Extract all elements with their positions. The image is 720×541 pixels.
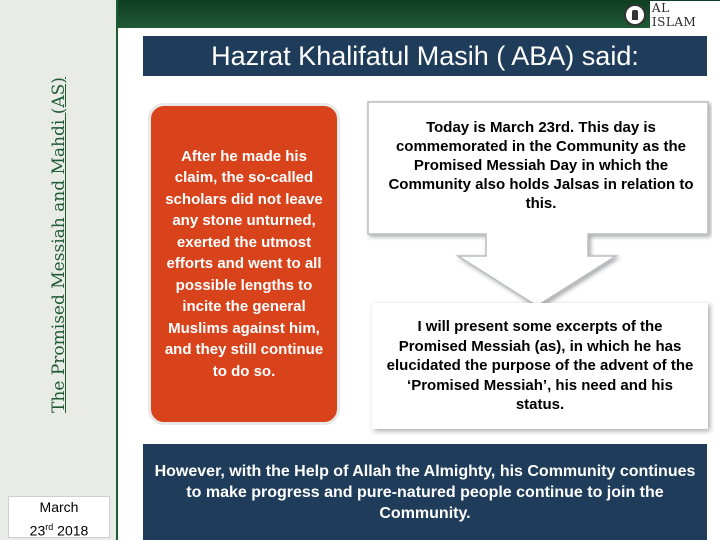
date-year: 2018: [57, 522, 89, 539]
quote-red-text: After he made his claim, the so-called scholars did not leave any stone unturned, exerted the utmost efforts and went to all possible lengths to incite the general Muslims against him, and they still continue to do so.: [164, 147, 324, 380]
excerpts-box: [372, 303, 708, 429]
logo-text: AL ISLAM: [650, 1, 720, 29]
quote-box-red: [148, 103, 340, 425]
sidebar-title: The Promised Messiah and Mahdi (AS): [49, 77, 69, 413]
sidebar: [0, 0, 118, 540]
date-suffix: rd: [45, 522, 54, 532]
page-title: Hazrat Khalifatul Masih ( ABA) said:: [143, 36, 707, 76]
date-label: [8, 496, 110, 538]
al-islam-logo-icon: [624, 4, 646, 26]
banner-text: However, with the Help of Allah the Almighty, his Community continues to make progress and pure-natured people continue to join the Community.: [154, 462, 696, 522]
date-month: March: [39, 499, 79, 515]
callout-top-text: Today is March 23rd. This day is commemorated in the Community as the Promised Messiah Day in which the Community also holds Jalsas in relation to this.: [388, 119, 694, 212]
bottom-banner: [143, 444, 707, 540]
excerpts-text: I will present some excerpts of the Promised Messiah (as), in which he has elucidated the purpose of the advent of the ‘Promised Messiah’, his need and his status.: [386, 318, 694, 414]
date-day: 23: [29, 522, 46, 539]
al-islam-logo: [624, 1, 720, 29]
